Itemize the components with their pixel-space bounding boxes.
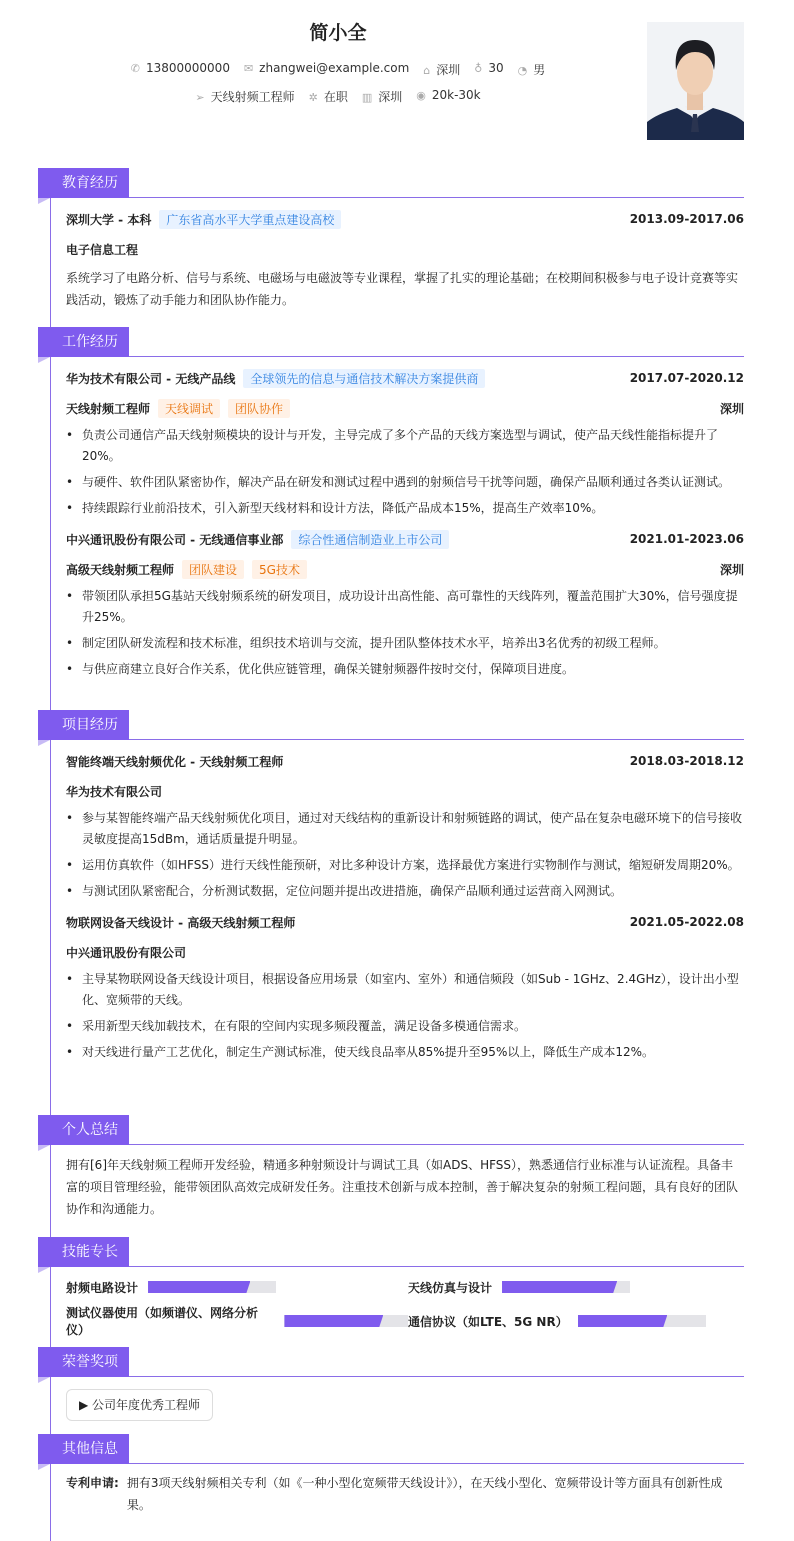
skill-name: 射频电路设计 <box>66 1280 139 1295</box>
skill-bar <box>284 1315 408 1327</box>
work-city: 深圳 <box>378 90 403 104</box>
city: 深圳 <box>719 401 744 416</box>
bullet-list <box>66 969 744 1063</box>
skill-item <box>66 1277 408 1297</box>
skill-tag: 5G技术 <box>252 560 307 579</box>
skill-bar-fill <box>148 1281 250 1293</box>
skill-bar <box>148 1281 276 1293</box>
role: 高级天线射频工程师 <box>66 562 175 577</box>
skill-bar-fill <box>502 1281 617 1293</box>
skill-tag: 团队协作 <box>228 399 290 418</box>
project-name: 物联网设备天线设计 - 高级天线射频工程师 <box>66 915 296 930</box>
other-section <box>38 1434 744 1516</box>
role-row <box>66 554 744 584</box>
list-item: • 主导某物联网设备天线设计项目，根据设备应用场景（如室内、室外）和通信频段（如Sub - 1GHz、2.4GHz），设计出小型化、宽频带的天线。 <box>66 969 744 1011</box>
skills-section <box>38 1237 744 1337</box>
project-row <box>66 907 744 937</box>
city: 深圳 <box>719 562 744 577</box>
skill-name: 天线仿真与设计 <box>408 1280 493 1295</box>
city: 深圳 <box>436 63 461 77</box>
school-tag: 广东省高水平大学重点建设高校 <box>159 210 341 229</box>
gender: 男 <box>533 63 546 77</box>
education-desc: 系统学习了电路分析、信号与系统、电磁场与电磁波等专业课程，掌握了扎实的理论基础；在校期间积极参与电子设计竞赛等实践活动，锻炼了动手能力和团队协作能力。 <box>66 271 739 307</box>
award-label: 公司年度优秀工程师 <box>92 1398 201 1412</box>
list-item: • 制定团队研发流程和技术标准，组织技术培训与交流，提升团队整体技术水平，培养出3名优秀的初级工程师。 <box>66 633 744 654</box>
skill-tag: 天线调试 <box>158 399 220 418</box>
bullet-list <box>66 586 744 680</box>
project-company-row <box>66 776 744 806</box>
section-title: 技能专长 <box>38 1237 129 1267</box>
gender-icon: ◔ <box>517 64 528 77</box>
building-icon: ▥ <box>361 91 373 104</box>
status: 在职 <box>323 90 348 104</box>
role: 天线射频工程师 <box>66 401 151 416</box>
school: 深圳大学 - 本科 <box>66 212 152 227</box>
projects-section <box>38 710 744 1068</box>
date: 2018.03-2018.12 <box>629 754 744 768</box>
skill-bar <box>578 1315 706 1327</box>
role-row <box>66 393 744 423</box>
list-item: • 带领团队承担5G基站天线射频系统的研发项目，成功设计出高性能、高可靠性的天线阵列，覆盖范围扩大30%，信号强度提升25%。 <box>66 586 744 628</box>
date: 2021.05-2022.08 <box>629 915 744 929</box>
email: zhangwei@example.com <box>259 61 410 75</box>
list-item: • 与测试团队紧密配合，分析测试数据，定位问题并提出改进措施，确保产品顺利通过运营商入网测试。 <box>66 881 744 902</box>
company: 中兴通讯股份有限公司 - 无线通信事业部 <box>66 532 284 547</box>
send-icon: ➢ <box>195 91 205 104</box>
section-title: 荣誉奖项 <box>38 1347 129 1377</box>
candidate-name: 简小全 <box>309 22 367 44</box>
section-title: 工作经历 <box>38 327 129 357</box>
caret-right-icon: ▶ <box>79 1398 93 1412</box>
project-company: 华为技术有限公司 <box>66 784 163 799</box>
section-title: 其他信息 <box>38 1434 129 1464</box>
bullet-list <box>66 425 744 519</box>
date: 2013.09-2017.06 <box>629 212 744 226</box>
salary-icon: ◉ <box>416 89 426 102</box>
salary: 20k-30k <box>431 88 481 102</box>
education-section <box>38 168 744 315</box>
patent-label: 专利申请: <box>66 1476 119 1490</box>
section-title: 项目经历 <box>38 710 129 740</box>
phone: 13800000000 <box>145 61 230 75</box>
skill-item <box>408 1277 738 1297</box>
list-item: • 负责公司通信产品天线射频模块的设计与开发，主导完成了多个产品的天线方案选型与调试，使产品天线性能指标提升了20%。 <box>66 425 744 467</box>
position: 天线射频工程师 <box>210 90 295 104</box>
award-item[interactable] <box>66 1389 213 1421</box>
skill-name: 测试仪器使用（如频谱仪、网络分析仪） <box>66 1306 259 1337</box>
skill-name: 通信协议（如LTE、5G NR） <box>408 1314 568 1329</box>
patent-text: 拥有3项天线射频相关专利（如《一种小型化宽频带天线设计》），在天线小型化、宽频带设计等方面具有创新性成果。 <box>126 1476 723 1512</box>
home-icon: ⌂ <box>423 64 431 77</box>
company: 华为技术有限公司 - 无线产品线 <box>66 371 236 386</box>
summary-section <box>38 1115 744 1224</box>
status-icon: ✲ <box>308 91 318 104</box>
awards-section <box>38 1347 744 1421</box>
list-item: • 持续跟踪行业前沿技术，引入新型天线材料和设计方法，降低产品成本15%，提高生产效率10%。 <box>66 498 744 519</box>
skill-tag: 团队建设 <box>182 560 244 579</box>
summary-text: 拥有[6]年天线射频工程师开发经验，精通多种射频设计与调试工具（如ADS、HFSS），熟悉通信行业标准与认证流程。具备丰富的项目管理经验，能带领团队高效完成研发任务。注重技术创新与成本控制，善于解决复杂的射频工程问题，具有良好的团队协作和沟通能力。 <box>66 1158 739 1216</box>
list-item: • 参与某智能终端产品天线射频优化项目，通过对天线结构的重新设计和射频链路的调试，使产品在复杂电磁环境下的信号接收灵敏度提高15dBm，通话质量提升明显。 <box>66 808 744 850</box>
list-item: • 运用仿真软件（如HFSS）进行天线性能预研，对比多种设计方案，选择最优方案进行实物制作与测试，缩短研发周期20%。 <box>66 855 744 876</box>
skill-bar-fill <box>578 1315 668 1327</box>
phone-icon: ✆ <box>130 62 140 75</box>
bullet-list <box>66 808 744 902</box>
mail-icon: ✉ <box>243 62 254 75</box>
company-row <box>66 363 744 393</box>
company-row <box>66 524 744 554</box>
avatar-photo <box>647 22 744 140</box>
list-item: • 采用新型天线加载技术，在有限的空间内实现多频段覆盖，满足设备多模通信需求。 <box>66 1016 744 1037</box>
section-title: 个人总结 <box>38 1115 129 1145</box>
skill-bar-fill <box>284 1315 383 1327</box>
project-company: 中兴通讯股份有限公司 <box>66 945 187 960</box>
project-name: 智能终端天线射频优化 - 天线射频工程师 <box>66 754 284 769</box>
project-company-row <box>66 937 744 967</box>
date: 2021.01-2023.06 <box>629 532 744 546</box>
age: 30 <box>488 61 504 75</box>
project-row <box>66 746 744 776</box>
company-tag: 全球领先的信息与通信技术解决方案提供商 <box>243 369 485 388</box>
job-row <box>0 88 676 105</box>
section-title: 教育经历 <box>38 168 129 198</box>
list-item: • 对天线进行量产工艺优化，制定生产测试标准，使天线良品率从85%提升至95%以上，降低生产成本12%。 <box>66 1042 744 1063</box>
date: 2017.07-2020.12 <box>629 371 744 385</box>
contact-row <box>0 61 676 78</box>
list-item: • 与供应商建立良好合作关系，优化供应链管理，确保关键射频器件按时交付，保障项目进度。 <box>66 659 744 680</box>
skill-item <box>408 1311 738 1331</box>
age-icon: ♁ <box>474 62 483 75</box>
major: 电子信息工程 <box>66 242 139 257</box>
skill-item <box>66 1306 408 1337</box>
skill-bar <box>502 1281 630 1293</box>
list-item: • 与硬件、软件团队紧密协作，解决产品在研发和测试过程中遇到的射频信号干扰等问题，确保产品顺利通过各类认证测试。 <box>66 472 744 493</box>
company-tag: 综合性通信制造业上市公司 <box>291 530 449 549</box>
work-section <box>38 327 744 685</box>
